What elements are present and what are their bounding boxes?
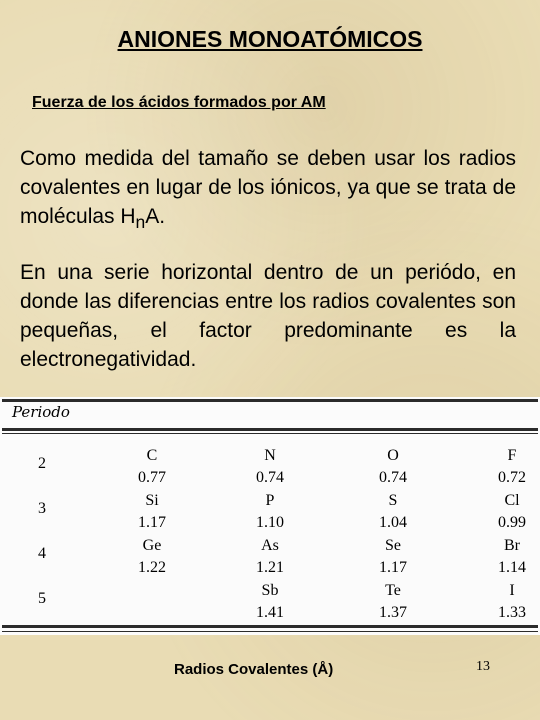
page-number: 13 — [476, 659, 490, 674]
table-top-rule — [2, 399, 538, 402]
period-number: 4 — [38, 545, 46, 562]
table-header-rule-thin — [2, 433, 538, 434]
covalent-radius: 1.22 — [138, 559, 166, 576]
covalent-radius: 0.74 — [379, 469, 407, 486]
page-title: ANIONES MONOATÓMICOS — [117, 26, 423, 52]
element-symbol: Br — [504, 537, 520, 554]
covalent-radius: 1.10 — [256, 514, 284, 531]
covalent-radius: 1.04 — [379, 514, 407, 531]
covalent-radius: 1.14 — [498, 559, 526, 576]
subscript-n: n — [135, 212, 146, 233]
paragraph-electronegativity: En una serie horizontal dentro de un periódo, en donde las diferencias entre los radios covalentes son pequeñas, el factor predominante es la electronegatividad. — [20, 261, 516, 371]
element-symbol: Sb — [261, 582, 279, 599]
element-symbol: I — [509, 582, 515, 599]
element-symbol: C — [146, 447, 158, 464]
covalent-radii-table — [0, 397, 540, 635]
period-number: 2 — [38, 455, 46, 472]
element-symbol: As — [261, 537, 279, 554]
covalent-radius: 1.37 — [379, 604, 407, 621]
table-bottom-rule-thin — [2, 631, 538, 632]
element-symbol: Cl — [504, 492, 520, 509]
paragraph-text-end: A. — [145, 205, 166, 228]
element-symbol: O — [387, 447, 399, 464]
element-symbol: F — [507, 447, 517, 464]
table-bottom-rule — [2, 625, 538, 628]
element-symbol: N — [264, 447, 276, 464]
element-symbol: P — [265, 492, 275, 509]
covalent-radius: 0.77 — [138, 469, 166, 486]
covalent-radius: 0.99 — [498, 514, 526, 531]
element-symbol: Te — [385, 582, 401, 599]
table-caption: Radios Covalentes (Å) — [174, 661, 334, 678]
element-symbol: Si — [145, 492, 159, 509]
element-symbol: Ge — [142, 537, 162, 554]
element-symbol: Se — [385, 537, 401, 554]
covalent-radius: 0.74 — [256, 469, 284, 486]
paragraph-text: Como medida del tamaño se deben usar los radios covalentes en lugar de los iónicos, ya que se trata de moléculas H — [20, 147, 516, 228]
table-header-rule — [2, 428, 538, 431]
element-symbol: S — [388, 492, 398, 509]
covalent-radius: 1.33 — [498, 604, 526, 621]
paragraph-covalent-radii — [20, 144, 516, 237]
covalent-radius: 1.17 — [138, 514, 166, 531]
subtitle: Fuerza de los ácidos formados por AM — [32, 94, 326, 111]
covalent-radius: 0.72 — [498, 469, 526, 486]
covalent-radius: 1.17 — [379, 559, 407, 576]
period-number: 3 — [38, 500, 46, 517]
table-header-periodo: Periodo — [12, 403, 70, 421]
covalent-radius: 1.41 — [256, 604, 284, 621]
period-number: 5 — [38, 590, 46, 607]
covalent-radius: 1.21 — [256, 559, 284, 576]
